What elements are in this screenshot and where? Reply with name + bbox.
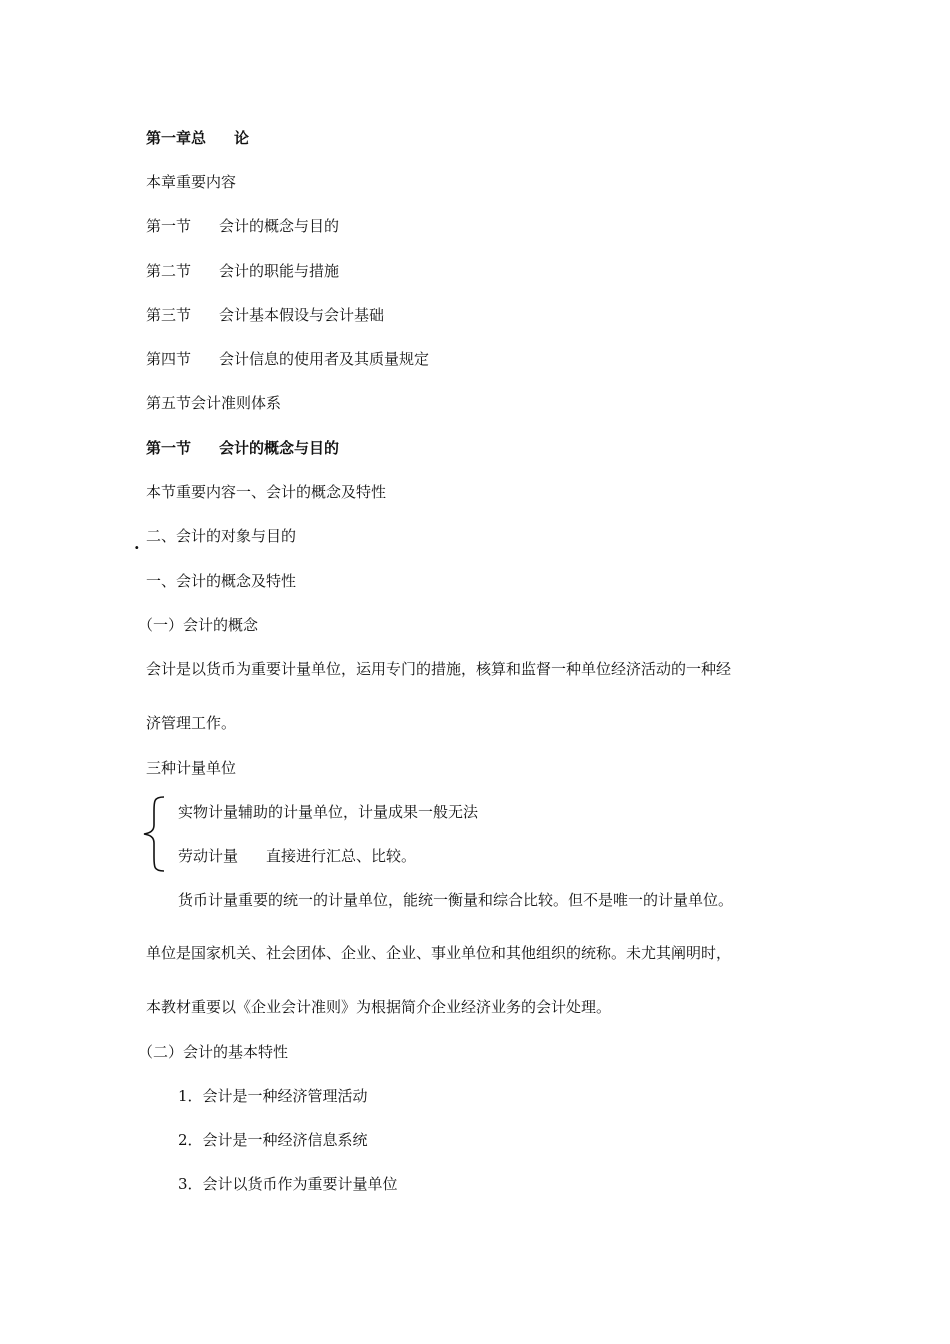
units-label: 三种计量单位: [146, 759, 237, 777]
toc-section-1: [146, 216, 339, 236]
toc-section-title: 会计信息的使用者及其质量规定: [219, 350, 430, 368]
section-item-1: 一、会计的概念及特性: [146, 572, 297, 590]
toc-section-3: [146, 305, 384, 325]
chapter-title: [146, 128, 249, 148]
section-item-2: 二、会计的对象与目的: [146, 527, 297, 545]
toc-section-num: 第二节: [146, 262, 192, 280]
toc-section-num: 第五节: [146, 394, 192, 412]
stray-dot: .: [134, 534, 140, 553]
toc-section-4: [146, 349, 429, 369]
chapter-title-b: 论: [234, 129, 250, 147]
unit-labor-desc: 直接进行汇总、比较。: [266, 847, 417, 865]
section-overview: 本节重要内容一、会计的概念及特性: [146, 483, 387, 501]
toc-section-num: 第四节: [146, 350, 192, 368]
toc-section-title: 会计基本假设与会计基础: [219, 306, 385, 324]
subheading-features: （二）会计的基本特性: [138, 1043, 289, 1061]
section-heading-title: 会计的概念与目的: [219, 439, 340, 457]
curly-brace-icon: [140, 795, 166, 873]
unit-labor-name: 劳动计量: [178, 847, 239, 865]
feature-item-2: 2．会计是一种经济信息系统: [178, 1131, 368, 1149]
unit-money: 货币计量重要的统一的计量单位，能统一衡量和综合比较。但不是唯一的计量单位。: [178, 891, 734, 909]
section-heading: [146, 438, 339, 458]
feature-item-1: 1．会计是一种经济管理活动: [178, 1087, 368, 1105]
feature-item-3: 3．会计以货币作为重要计量单位: [178, 1175, 398, 1193]
toc-section-title: 会计准则体系: [191, 394, 282, 412]
toc-section-5: [146, 393, 281, 413]
toc-section-2: [146, 261, 339, 281]
definition-line-1: 会计是以货币为重要计量单位，运用专门的措施，核算和监督一种单位经济活动的一种经: [146, 660, 732, 678]
chapter-overview-label: 本章重要内容: [146, 173, 237, 191]
textbook-note: 本教材重要以《企业会计准则》为根据简介企业经济业务的会计处理。: [146, 998, 612, 1016]
toc-section-num: 第一节: [146, 217, 192, 235]
toc-section-num: 第三节: [146, 306, 192, 324]
unit-labor: [178, 846, 416, 866]
chapter-title-a: 第一章总: [146, 129, 207, 147]
subheading-concept: （一）会计的概念: [138, 616, 259, 634]
entity-definition: 单位是国家机关、社会团体、企业、企业、事业单位和其他组织的统称。未尤其阐明时，: [146, 944, 732, 962]
section-heading-num: 第一节: [146, 439, 192, 457]
toc-section-title: 会计的概念与目的: [219, 217, 340, 235]
toc-section-title: 会计的职能与措施: [219, 262, 340, 280]
definition-line-2: 济管理工作。: [146, 714, 237, 732]
unit-physical: 实物计量辅助的计量单位，计量成果一般无法: [178, 803, 479, 821]
